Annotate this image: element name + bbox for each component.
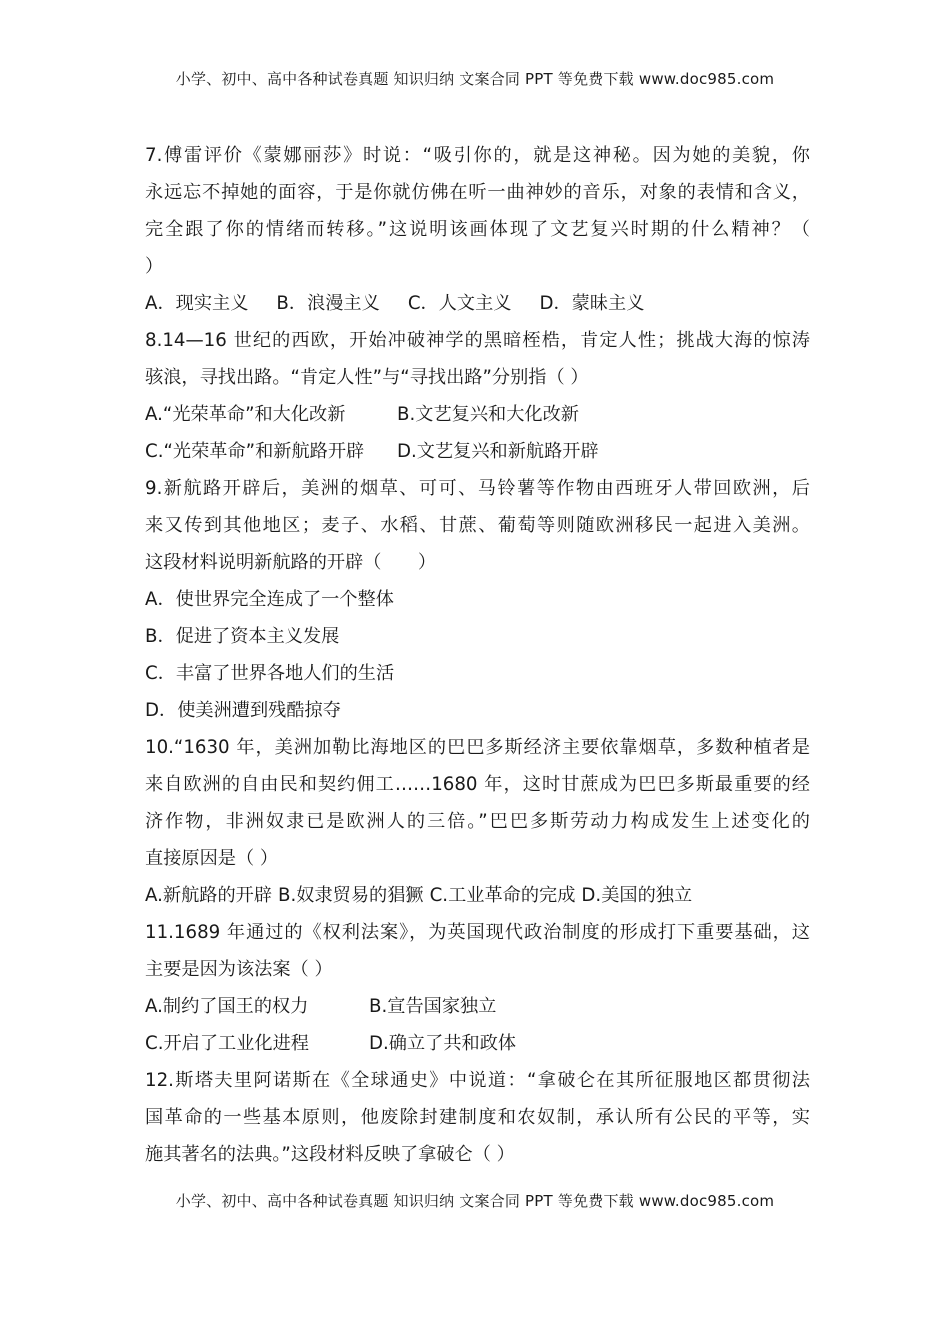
- question-8: [145, 322, 810, 470]
- question-10-stem-line-4: 直接原因是（ ）: [145, 848, 279, 869]
- question-8-option-b: B.文艺复兴和大化改新: [397, 404, 579, 425]
- question-9-option-d: D．使美洲遭到残酷掠夺: [145, 700, 341, 721]
- question-8-options-row-1: [145, 396, 810, 433]
- question-7-option-a: A．现实主义: [145, 293, 249, 314]
- question-11: [145, 914, 810, 1062]
- question-11-option-d: D.确立了共和政体: [369, 1033, 517, 1054]
- question-11-option-c: C.开启了工业化进程: [145, 1033, 309, 1054]
- question-7-option-d: D．蒙昧主义: [539, 293, 645, 314]
- question-12-stem-line-2: 国革命的一些基本原则，他废除封建制度和农奴制，承认所有公民的平等，实: [145, 1107, 810, 1128]
- question-12: [145, 1062, 810, 1173]
- question-8-option-c: C.“光荣革命”和新航路开辟: [145, 441, 365, 462]
- question-10-stem-line-3: 济作物，非洲奴隶已是欧洲人的三倍。”巴巴多斯劳动力构成发生上述变化的: [145, 811, 810, 832]
- question-10-option-b: B.奴隶贸易的猖獗: [278, 885, 424, 906]
- question-9-option-a: A．使世界完全连成了一个整体: [145, 589, 394, 610]
- question-7-stem-line-1: 7.傅雷评价《蒙娜丽莎》时说：“吸引你的，就是这神秘。因为她的美貌，你: [145, 145, 810, 166]
- question-9-option-c: C．丰富了世界各地人们的生活: [145, 663, 395, 684]
- question-11-options-row-2: [145, 1025, 810, 1062]
- question-list: [145, 137, 810, 1173]
- question-10: [145, 729, 810, 914]
- question-9-stem-line-1: 9.新航路开辟后，美洲的烟草、可可、马铃薯等作物由西班牙人带回欧洲，后: [145, 478, 810, 499]
- page-header: 小学、初中、高中各种试卷真题 知识归纳 文案合同 PPT 等免费下载 www.doc985.com: [175, 70, 775, 88]
- question-11-option-b: B.宣告国家独立: [369, 996, 497, 1017]
- question-8-stem-line-2: 骇浪，寻找出路。“肯定人性”与“寻找出路”分别指（ ）: [145, 367, 589, 388]
- question-11-stem-line-2: 主要是因为该法案（ ）: [145, 959, 333, 980]
- question-9-stem-line-2: 来又传到其他地区；麦子、水稻、甘蔗、葡萄等则随欧洲移民一起进入美洲。: [145, 515, 810, 536]
- question-11-options-row-1: [145, 988, 810, 1025]
- question-10-stem-line-1: 10.“1630 年，美洲加勒比海地区的巴巴多斯经济主要依靠烟草，多数种植者是: [145, 737, 810, 758]
- question-10-options: [145, 877, 810, 914]
- question-7-stem-line-2: 永远忘不掉她的面容，于是你就仿佛在听一曲神妙的音乐，对象的表情和含义，: [145, 182, 810, 203]
- question-7: [145, 137, 810, 322]
- question-7-option-b: B．浪漫主义: [276, 293, 380, 314]
- question-7-stem-line-4: ）: [145, 256, 164, 277]
- question-10-stem-line-2: 来自欧洲的自由民和契约佣工……1680 年，这时甘蔗成为巴巴多斯最重要的经: [145, 774, 810, 795]
- question-9: [145, 470, 810, 729]
- question-8-stem-line-1: 8.14—16 世纪的西欧，开始冲破神学的黑暗桎梏，肯定人性；挑战大海的惊涛: [145, 330, 810, 351]
- question-11-stem-line-1: 11.1689 年通过的《权利法案》，为英国现代政治制度的形成打下重要基础，这: [145, 922, 810, 943]
- question-10-option-c: C.工业革命的完成: [429, 885, 576, 906]
- question-7-stem-line-3: 完全跟了你的情绪而转移。”这说明该画体现了文艺复兴时期的什么精神？（: [145, 219, 810, 240]
- page-footer: 小学、初中、高中各种试卷真题 知识归纳 文案合同 PPT 等免费下载 www.doc985.com: [175, 1192, 775, 1210]
- question-10-option-d: D.美国的独立: [581, 885, 693, 906]
- question-10-option-a: A.新航路的开辟: [145, 885, 273, 906]
- question-8-option-d: D.文艺复兴和新航路开辟: [397, 441, 599, 462]
- question-8-options-row-2: [145, 433, 810, 470]
- question-11-option-a: A.制约了国王的权力: [145, 996, 309, 1017]
- question-7-options: [145, 285, 810, 322]
- question-12-stem-line-1: 12.斯塔夫里阿诺斯在《全球通史》中说道：“拿破仑在其所征服地区都贯彻法: [145, 1070, 810, 1091]
- question-12-stem-line-3: 施其著名的法典。”这段材料反映了拿破仑（ ）: [145, 1144, 515, 1165]
- question-7-option-c: C．人文主义: [407, 293, 512, 314]
- question-9-option-b: B．促进了资本主义发展: [145, 626, 340, 647]
- question-9-stem-line-3: 这段材料说明新航路的开辟（ ）: [145, 552, 437, 573]
- question-8-option-a: A.“光荣革命”和大化改新: [145, 404, 346, 425]
